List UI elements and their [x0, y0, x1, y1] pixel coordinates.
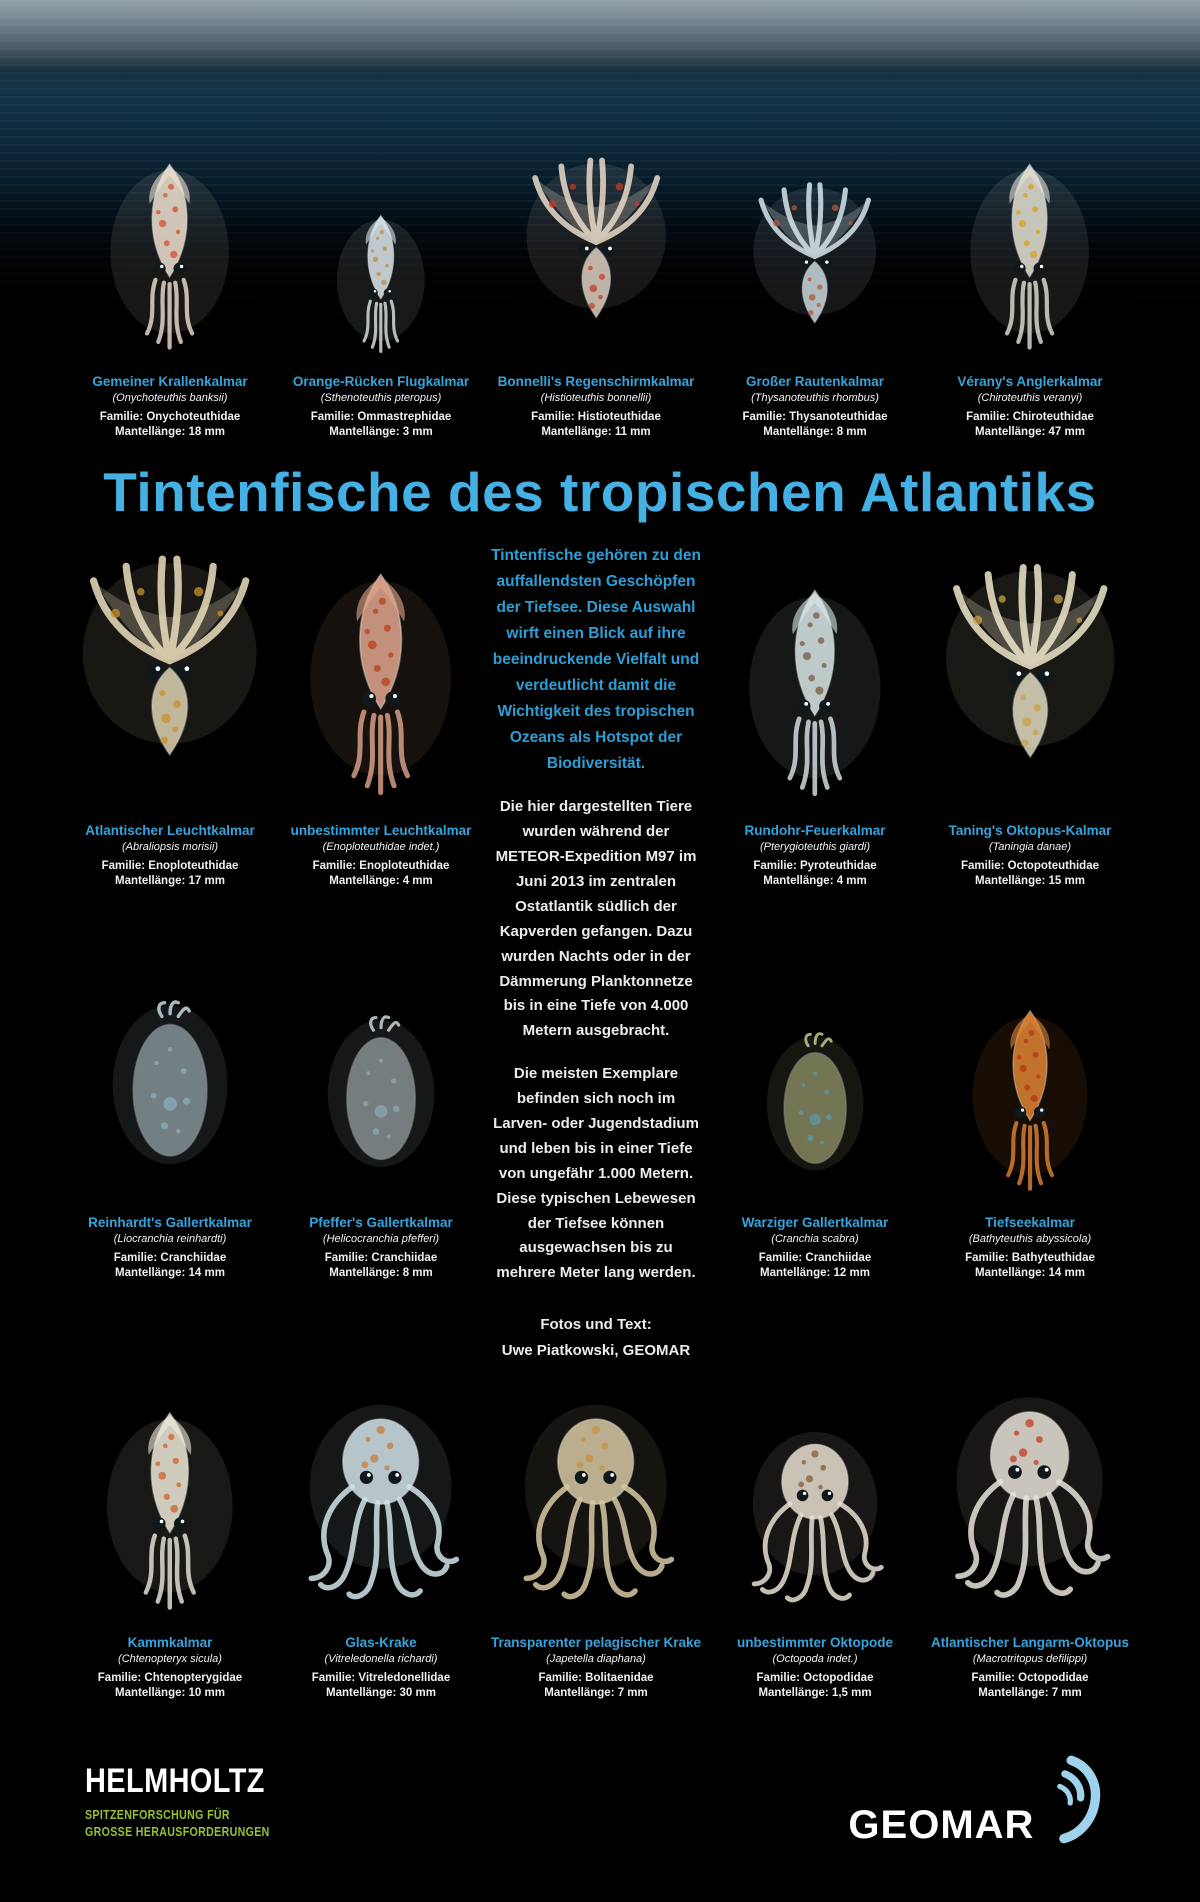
species-mantle-length: Mantellänge: 7 mm	[544, 1686, 648, 1699]
species-label	[918, 813, 1142, 906]
species-family: Familie: Octopoteuthidae	[960, 859, 1099, 872]
species-family: Familie: Histioteuthidae	[531, 410, 661, 423]
species-name: Warziger Gallertkalmar	[741, 1215, 889, 1231]
species-latin-name: (Bathyteuthis abyssicola)	[968, 1232, 1092, 1245]
species-label	[282, 1625, 480, 1718]
bottom-species-row	[0, 1381, 1200, 1718]
species-name: Bonnelli's Regenschirmkalmar	[497, 374, 695, 389]
species-photo	[480, 1381, 712, 1625]
species-mantle-length: Mantellänge: 1,5 mm	[758, 1686, 872, 1699]
species-latin-name: (Vitreledonella richardi)	[324, 1652, 438, 1665]
species-name: Transparenter pelagischer Krake	[490, 1635, 702, 1651]
species-family: Familie: Cranchiidae	[113, 1251, 227, 1264]
species-name: Glas-Krake	[345, 1635, 417, 1651]
species-card	[58, 527, 282, 989]
species-photo	[282, 146, 480, 364]
species-card	[712, 527, 918, 989]
species-latin-name: (Taningia danae)	[988, 840, 1072, 853]
species-photo	[918, 527, 1142, 813]
species-photo	[712, 989, 918, 1205]
top-species-row	[0, 0, 1200, 457]
species-card	[282, 989, 480, 1381]
species-mantle-length: Mantellänge: 30 mm	[326, 1686, 436, 1699]
species-photo	[58, 989, 282, 1205]
species-card	[58, 989, 282, 1381]
species-photo	[712, 527, 918, 813]
species-name: Orange-Rücken Flugkalmar	[292, 374, 470, 389]
species-label	[282, 1205, 480, 1298]
top-species-grid	[0, 146, 1200, 457]
species-name: Atlantischer Leuchtkalmar	[85, 823, 255, 838]
species-label	[58, 1205, 282, 1298]
species-mantle-length: Mantellänge: 4 mm	[329, 874, 433, 887]
species-photo	[480, 146, 712, 364]
species-label	[480, 1625, 712, 1718]
bottom-species-grid	[0, 1381, 1200, 1718]
credit-label: Fotos und Text:	[540, 1316, 652, 1334]
species-latin-name: (Sthenoteuthis pteropus)	[320, 391, 442, 404]
specimens-paragraph: Die meisten Exemplare befinden sich noch im Larven- oder Jugendstadium und leben bis in einer Tiefe von ungefähr 1.000 Metern. Diese typischen Lebewesen der Tiefsee können ausgewachsen bis zu mehrere Meter lang werden.	[493, 1065, 699, 1282]
species-latin-name: (Japetella diaphana)	[546, 1652, 646, 1665]
species-name: Großer Rautenkalmar	[745, 374, 885, 389]
species-card	[282, 146, 480, 457]
species-family: Familie: Cranchiidae	[324, 1251, 438, 1264]
expedition-paragraph: Die hier dargestellten Tiere wurden während der METEOR-Expedition M97 im Juni 2013 im zentralen Ostatlantik südlich der Kapverden gefangen. Dazu wurden Nachts oder in der Dämmerung Planktonnetze bis in eine Tiefe von 4.000 Metern ausgebracht.	[495, 798, 697, 1040]
species-latin-name: (Abraliopsis morisii)	[122, 840, 218, 853]
species-photo	[282, 1381, 480, 1625]
species-name: Rundohr-Feuerkalmar	[744, 823, 886, 838]
helmholtz-logo	[85, 1762, 270, 1841]
species-mantle-length: Mantellänge: 8 mm	[329, 1266, 433, 1279]
species-latin-name: (Helicocranchia pfefferi)	[322, 1232, 440, 1245]
species-label	[712, 1205, 918, 1298]
species-family: Familie: Enoploteuthidae	[101, 859, 239, 872]
species-photo	[918, 1381, 1142, 1625]
species-label	[712, 364, 918, 457]
species-card	[480, 1381, 712, 1718]
species-latin-name: (Macrotritopus defilippi)	[972, 1652, 1088, 1665]
species-family: Familie: Octopodidae	[971, 1672, 1089, 1685]
species-latin-name: (Histioteuthis bonnellii)	[540, 391, 652, 404]
species-photo	[282, 527, 480, 813]
species-label	[282, 813, 480, 906]
geomar-swirl-icon	[1042, 1753, 1105, 1849]
species-photo	[58, 527, 282, 813]
helmholtz-wordmark: HELMHOLTZ	[85, 1761, 265, 1800]
species-mantle-length: Mantellänge: 14 mm	[115, 1266, 225, 1279]
species-label	[918, 1625, 1142, 1718]
species-latin-name: (Enoploteuthidae indet.)	[322, 840, 440, 853]
species-label	[58, 364, 282, 457]
species-mantle-length: Mantellänge: 3 mm	[329, 425, 433, 438]
species-mantle-length: Mantellänge: 4 mm	[763, 874, 867, 887]
species-name: unbestimmter Leuchtkalmar	[290, 823, 472, 838]
species-latin-name: (Chiroteuthis veranyi)	[977, 391, 1083, 404]
species-card	[282, 527, 480, 989]
species-mantle-length: Mantellänge: 11 mm	[541, 425, 651, 438]
species-family: Familie: Chiroteuthidae	[966, 410, 1094, 423]
species-card	[918, 989, 1142, 1381]
species-family: Familie: Cranchiidae	[758, 1251, 872, 1264]
footer	[0, 1718, 1200, 1902]
species-mantle-length: Mantellänge: 15 mm	[975, 874, 1085, 887]
species-label	[58, 813, 282, 906]
species-label	[918, 364, 1142, 457]
species-latin-name: (Octopoda indet.)	[772, 1652, 858, 1665]
species-name: Gemeiner Krallenkalmar	[92, 374, 248, 389]
helmholtz-tagline-line1: SPITZENFORSCHUNG FÜR	[85, 1807, 230, 1822]
species-mantle-length: Mantellänge: 18 mm	[115, 425, 225, 438]
species-name: unbestimmter Oktopode	[736, 1635, 893, 1651]
helmholtz-tagline	[85, 1807, 270, 1841]
species-mantle-length: Mantellänge: 8 mm	[763, 425, 867, 438]
species-family: Familie: Pyroteuthidae	[753, 859, 877, 872]
species-family: Familie: Ommastrephidae	[310, 410, 452, 423]
species-card	[918, 527, 1142, 989]
species-latin-name: (Chtenopteryx sicula)	[118, 1652, 222, 1665]
photo-credit	[488, 1312, 704, 1363]
species-photo	[58, 1381, 282, 1625]
species-name: Kammkalmar	[127, 1635, 213, 1651]
species-label	[282, 364, 480, 457]
species-family: Familie: Thysanoteuthidae	[742, 410, 888, 423]
species-family: Familie: Onychoteuthidae	[99, 410, 241, 423]
species-photo	[712, 1381, 918, 1625]
species-mantle-length: Mantellänge: 7 mm	[978, 1686, 1082, 1699]
species-latin-name: (Onychoteuthis banksii)	[112, 391, 228, 404]
species-card	[282, 1381, 480, 1718]
credit-name: Uwe Piatkowski, GEOMAR	[501, 1341, 691, 1359]
species-latin-name: (Pterygioteuthis giardi)	[759, 840, 871, 853]
center-text-column	[480, 527, 712, 1381]
species-mantle-length: Mantellänge: 14 mm	[975, 1266, 1085, 1279]
species-latin-name: (Cranchia scabra)	[771, 1232, 859, 1245]
species-family: Familie: Enoploteuthidae	[312, 859, 450, 872]
species-family: Familie: Octopodidae	[756, 1672, 874, 1685]
species-name: Pfeffer's Gallertkalmar	[309, 1215, 453, 1231]
species-card	[918, 1381, 1142, 1718]
species-name: Taning's Oktopus-Kalmar	[948, 823, 1112, 838]
species-mantle-length: Mantellänge: 47 mm	[975, 425, 1085, 438]
species-latin-name: (Thysanoteuthis rhombus)	[751, 391, 879, 404]
species-card	[58, 146, 282, 457]
species-name: Atlantischer Langarm-Oktopus	[930, 1635, 1130, 1651]
species-label	[918, 1205, 1142, 1298]
geomar-logo	[848, 1753, 1105, 1849]
middle-section	[0, 527, 1200, 1381]
species-photo	[712, 146, 918, 364]
helmholtz-tagline-line2: GROSSE HERAUSFORDERUNGEN	[85, 1824, 270, 1839]
species-name: Tiefseekalmar	[985, 1215, 1075, 1231]
species-latin-name: (Liocranchia reinhardti)	[113, 1232, 227, 1245]
species-card	[712, 989, 918, 1381]
species-card	[58, 1381, 282, 1718]
species-name: Reinhardt's Gallertkalmar	[88, 1215, 252, 1231]
species-photo	[918, 146, 1142, 364]
poster-title: Tintenfische des tropischen Atlantiks	[103, 461, 1097, 523]
species-mantle-length: Mantellänge: 10 mm	[115, 1686, 225, 1699]
species-label	[480, 364, 712, 457]
species-label	[712, 813, 918, 906]
species-name: Vérany's Anglerkalmar	[957, 374, 1103, 389]
species-card	[480, 146, 712, 457]
species-mantle-length: Mantellänge: 17 mm	[115, 874, 225, 887]
species-family: Familie: Vitreledonellidae	[311, 1672, 451, 1685]
species-label	[712, 1625, 918, 1718]
species-mantle-length: Mantellänge: 12 mm	[760, 1266, 870, 1279]
species-card	[712, 1381, 918, 1718]
species-family: Familie: Bolitaenidae	[538, 1672, 654, 1685]
species-photo	[58, 146, 282, 364]
geomar-wordmark: GEOMAR	[848, 1803, 1035, 1848]
intro-paragraph: Tintenfische gehören zu den auffallendsten Geschöpfen der Tiefsee. Diese Auswahl wirft einen Blick auf ihre beeindruckende Vielfalt und verdeutlicht damit die Wichtigkeit des tropischen Ozeans als Hotspot der Biodiversität.	[491, 547, 701, 773]
species-family: Familie: Bathyteuthidae	[965, 1251, 1095, 1264]
species-photo	[282, 989, 480, 1205]
species-card	[712, 146, 918, 457]
species-card	[918, 146, 1142, 457]
species-photo	[918, 989, 1142, 1205]
species-label	[58, 1625, 282, 1718]
species-family: Familie: Chtenopterygidae	[97, 1672, 243, 1685]
